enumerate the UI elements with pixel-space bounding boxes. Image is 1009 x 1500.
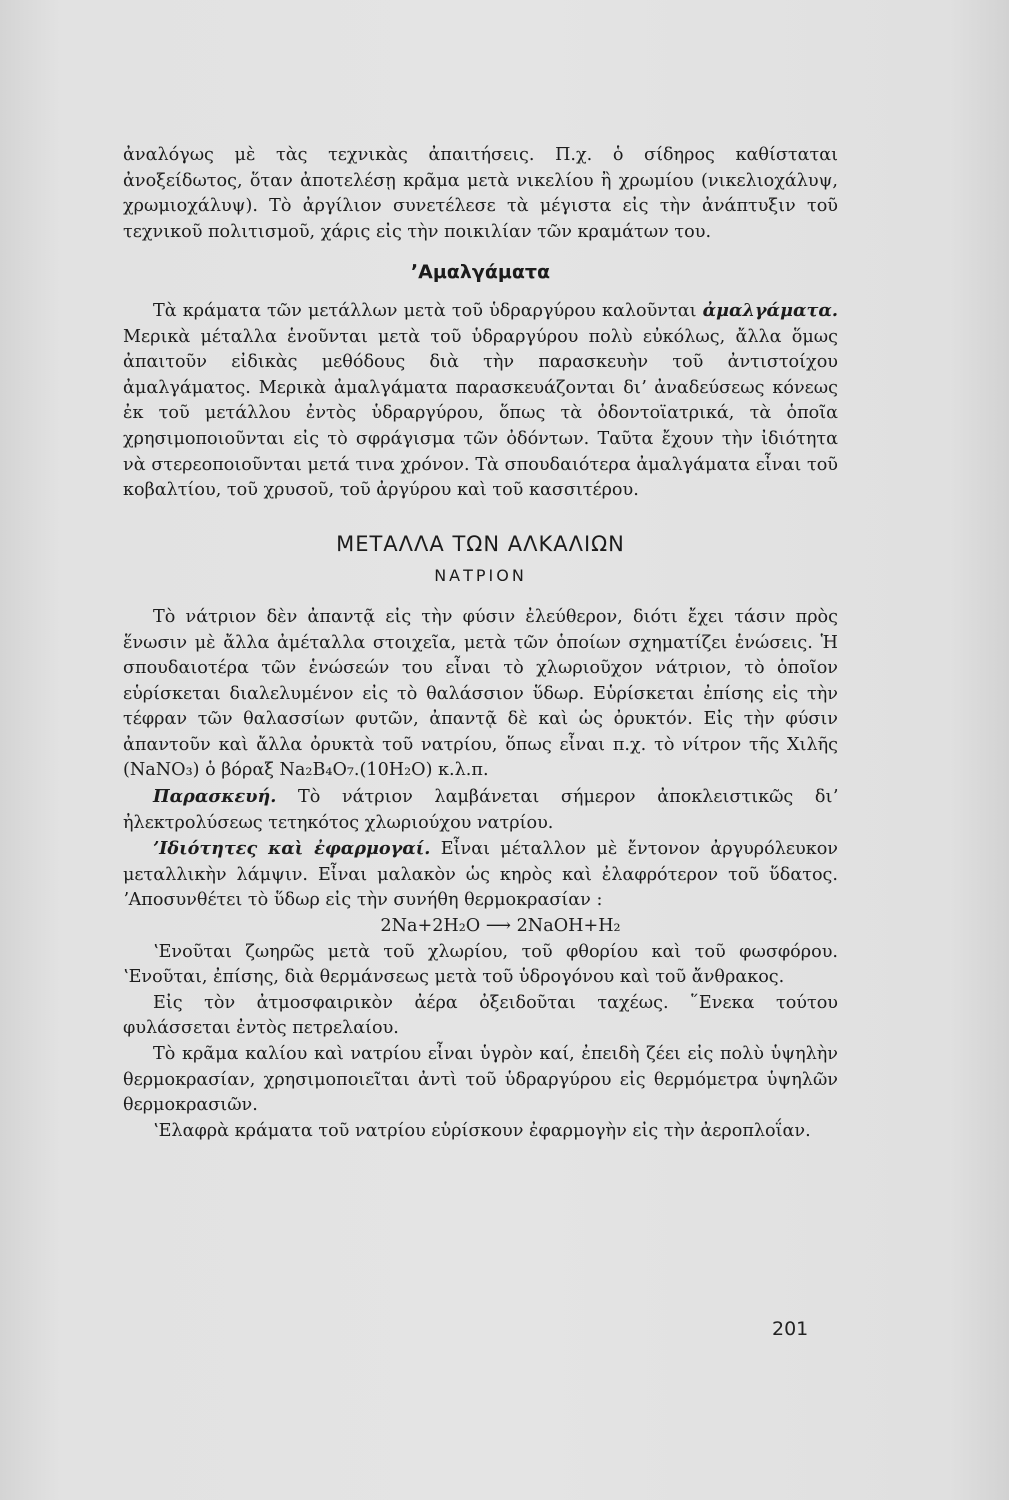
preparation-paragraph — [123, 784, 838, 836]
alloy-paragraph: Τὸ κρᾶμα καλίου καὶ νατρίου εἶναι ὑγρὸν καί, ἐπειδὴ ζέει εἰς πολὺ ὑψηλὴν θερμοκρασίαν, χρησιμοποιεῖται ἀντὶ τοῦ ὑδραργύρου εἰς θερμόμετρα ὑψηλῶν θερμοκρασιῶν. — [123, 1044, 838, 1116]
preparation-term: Παρασκευή. — [153, 786, 277, 808]
sub-heading: ΝΑΤΡΙΟΝ — [434, 566, 527, 586]
properties-paragraph — [123, 836, 838, 914]
section-heading: ΜΕΤΑΛΛΑ ΤΩΝ ΑΛΚΑΛΙΩΝ — [336, 531, 625, 556]
amalgam-text-start: Τὰ κράματα τῶν μετάλλων μετὰ τοῦ ὑδραργύρου καλοῦνται — [153, 300, 703, 321]
atmosphere-paragraph: Εἰς τὸν ἀτμοσφαιρικὸν ἀέρα ὀξειδοῦται ταχέως. ῞Ενεκα τούτου φυλάσσεται ἐντὸς πετρελαίου. — [123, 992, 838, 1039]
intro-paragraph: ἀναλόγως μὲ τὰς τεχνικὰς ἀπαιτήσεις. Π.χ. ὁ σίδηρος καθίσταται ἀνοξείδωτος, ὅταν ἀποτελέσῃ κρᾶμα μετὰ νικελίου ἢ χρωμίου (νικελιοχάλυψ, χρωμιοχάλυψ). Τὸ ἀργίλιον συνετέλεσε τὰ μέγιστα εἰς τὴν ἀνάπτυξιν τοῦ τεχνικοῦ πολιτισμοῦ, χάρις εἰς τὴν ποικιλίαν τῶν κραμάτων του. — [123, 145, 838, 242]
amalgam-term: ἀμαλγάματα. — [702, 299, 838, 321]
sodium-paragraph: Τὸ νάτριον δὲν ἀπαντᾷ εἰς τὴν φύσιν ἐλεύθερον, διότι ἔχει τάσιν πρὸς ἕνωσιν μὲ ἄλλα ἀμέταλλα στοιχεῖα, μετὰ τῶν ὁποίων σχηματίζει ἑνώσεις. Ἡ σπουδαιοτέρα τῶν ἑνώσεών του εἶναι τὸ χλωριοῦχον νάτριον, τὸ ὁποῖον εὑρίσκεται διαλελυμένον εἰς τὸ θαλάσσιον ὕδωρ. Εὑρίσκεται ἐπίσης εἰς τὴν τέφραν τῶν θαλασσίων φυτῶν, ἀπαντᾷ δὲ καὶ ὡς ὀρυκτόν. Εἰς τὴν φύσιν ἀπαντοῦν καὶ ἄλλα ὀρυκτὰ τοῦ νατρίου, ὅπως εἶναι π.χ. τὸ νίτρον τῆς Χιλῆς (NaNO₃) ὁ βόραξ Na₂B₄O₇.(10H₂O) κ.λ.π. — [123, 606, 838, 781]
page-number: 201 — [772, 1318, 809, 1340]
properties-term: ʼΙδιότητες καὶ ἐφαρμογαί. — [153, 838, 431, 860]
amalgam-heading: ʼΑμαλγάματα — [410, 261, 551, 284]
reaction-equation: 2Na+2H₂O ⟶ 2NaOH+H₂ — [380, 916, 621, 937]
page-body — [123, 143, 838, 1144]
light-alloys-paragraph: ʽΕλαφρὰ κράματα τοῦ νατρίου εὑρίσκουν ἐφαρμογὴν εἰς τὴν ἀεροπλοΐαν. — [153, 1120, 811, 1141]
amalgam-text-rest: Μερικὰ μέταλλα ἑνοῦνται μετὰ τοῦ ὑδραργύρου πολὺ εὐκόλως, ἄλλα ὅμως ἀπαιτοῦν εἰδικὰς μεθόδους διὰ τὴν παρασκευὴν τοῦ ἀντιστοίχου ἀμαλγάματος. Μερικὰ ἀμαλγάματα παρασκευάζονται διʼ ἀναδεύσεως κόνεως ἐκ τοῦ μετάλλου ἐντὸς ὑδραργύρου, ὅπως τὰ ὀδοντοϊατρικά, τὰ ὁποῖα χρησιμοποιοῦνται εἰς τὸ σφράγισμα τῶν ὀδόντων. Ταῦτα ἔχουν τὴν ἰδιότητα νὰ στερεοποιοῦνται μετά τινα χρόνον. Τὰ σπουδαιότερα ἀμαλγάματα εἶναι τοῦ κοβαλτίου, τοῦ χρυσοῦ, τοῦ ἀργύρου καὶ τοῦ κασσιτέρου. — [123, 326, 838, 501]
amalgam-paragraph — [123, 298, 838, 504]
preparation-text: Τὸ νάτριον λαμβάνεται σήμερον ἀποκλειστικῶς διʼ ἠλεκτρολύσεως τετηκότος χλωριούχου νατρίου. — [123, 787, 838, 833]
reactions-paragraph: ʽΕνοῦται ζωηρῶς μετὰ τοῦ χλωρίου, τοῦ φθορίου καὶ τοῦ φωσφόρου. ʽΕνοῦται, ἐπίσης, διὰ θερμάνσεως μετὰ τοῦ ὑδρογόνου καὶ τοῦ ἄνθρακος. — [123, 941, 838, 988]
properties-text: Εἶναι μέταλλον μὲ ἔντονον ἀργυρόλευκον μεταλλικὴν λάμψιν. Εἶναι μαλακὸν ὡς κηρὸς καὶ ἐλαφρότερον τοῦ ὕδατος. ʼΑποσυνθέτει τὸ ὕδωρ εἰς τὴν συνήθη θερμοκρασίαν : — [123, 839, 838, 911]
